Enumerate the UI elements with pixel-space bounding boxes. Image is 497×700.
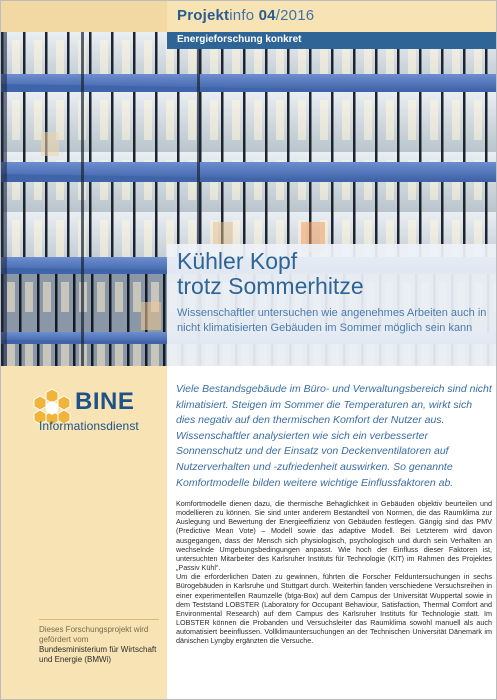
title-line-2: trotz Sommerhitze [177, 273, 364, 299]
body-text [176, 499, 492, 646]
sponsor-ministry: Bundesministerium für Wirtschaft und Energie (BMWi) [39, 645, 157, 664]
publisher-name: BINE [75, 388, 135, 415]
lead-paragraph: Viele Bestandsgebäude im Büro- und Verwaltungsbereich sind nicht klimatisiert. Steigen im Sommer die Temperaturen an, wirkt sich dies negativ auf den thermischen Komfort der Nutzer aus. Wissenschaftler analysierten wie sich ein verbesserter Sonnenschutz und der Einsatz von Deckenventilatoren auf Nutzerverhalten und -zufriedenheit auswirken. So genannte Komfortmodelle bilden weitere wichtige Einflussfaktoren ab. [176, 383, 492, 489]
category-label: Energieforschung konkret [177, 34, 302, 45]
issue-number: 04 [258, 7, 276, 24]
body-paragraph: Komfortmodelle dienen dazu, die thermische Behaglichkeit in Gebäuden objektiv beurteilen und modellieren zu können. Sie sind unter anderem Bestandteil von Normen, die das Raumklima zur Auslegung und Bewertung der Energieeffizienz von Gebäuden festlegen. Gängig sind das PMV (Predictive Mean Vote) – Modell sowie das adaptive Modell. Bei Letzterem wird davon ausgegangen, dass der Mensch sich physiologisch, psychologisch und durch sein Verhalten an wechselnde Umgebungsbedingungen anpasst. Wie hoch der Einfluss dieser Faktoren ist, untersuchten Mitarbeiter des Karlsruher Instituts für Technologie (KIT) im Rahmen des Projektes „Passiv Kühl“. [176, 499, 492, 573]
publisher-tagline: Informationsdienst [39, 419, 139, 433]
header-left-strip [1, 1, 167, 32]
series-light: info [229, 7, 255, 24]
series-bold: Projekt [177, 7, 230, 24]
body-paragraph: Um die erforderlichen Daten zu gewinnen, führten die Forscher Felduntersuchungen in sechs Bürogebäuden in Karlsruhe und Stuttgart durch. Weiterhin fanden verschiedene Versuchsreihen in einer experimentellen Raumzelle (btga-Box) auf dem Campus der Universität Wuppertal sowie in dem Teststand LOBSTER (Laboratory for Occupant Behaviour, Satisfaction, Thermal Comfort and Environmental Research) auf dem Campus des Karlsruher Instituts für Technologie statt. Im LOBSTER können die Probanden und Versuchsleiter das Raumklima sowohl manuell als auch automatisiert beeinflussen. Vollklimauntersuchungen an der Technischen Universität Dänemark im dänischen Lyngby ergänzten die Versuche. [176, 572, 492, 646]
sponsor-divider [39, 619, 159, 620]
issue-separator: / [275, 7, 281, 24]
issue-year: 2016 [280, 7, 315, 24]
page-subtitle: Wissenschaftler untersuchen wie angenehmes Arbeiten auch in nicht klimatisierten Gebäuden im Sommer möglich sein kann [177, 307, 487, 334]
sponsor-intro: Dieses Forschungsprojekt wird gefördert vom [39, 625, 149, 644]
category-bar [167, 32, 497, 49]
series-title [177, 7, 314, 24]
title-line-1: Kühler Kopf [177, 248, 298, 274]
page-title [177, 249, 364, 299]
